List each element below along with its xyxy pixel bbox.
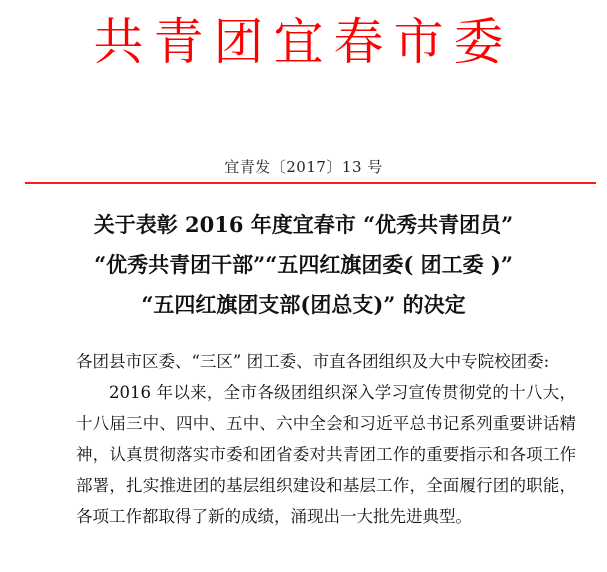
org-header: 共青团宜春市委	[93, 13, 514, 71]
document-body	[76, 346, 576, 532]
title-line-1: 关于表彰 2016 年度宜春市 “优秀共青团员”	[93, 212, 514, 237]
document-number: 宜青发〔2017〕13 号	[224, 158, 383, 176]
red-divider-rule	[25, 182, 596, 184]
title-line-3: “五四红旗团支部(团总支)” 的决定	[141, 292, 466, 317]
document-title	[0, 205, 607, 325]
body-paragraph-1: 2016 年以来，全市各级团组织深入学习宣传贯彻党的十八大，十八届三中、四中、五中、六中全会和习近平总书记系列重要讲话精神，认真贯彻落实市委和团省委对共青团工作的重要指示和各项工作部署，扎实推进团的基层组织建设和基层工作，全面履行团的职能，各项工作都取得了新的成绩，涌现出一大批先进典型。	[76, 383, 576, 526]
salutation: 各团县市区委、“三区” 团工委、市直各团组织及大中专院校团委:	[76, 352, 550, 371]
title-line-2: “优秀共青团干部”“五四红旗团委( 团工委 )”	[94, 252, 513, 277]
